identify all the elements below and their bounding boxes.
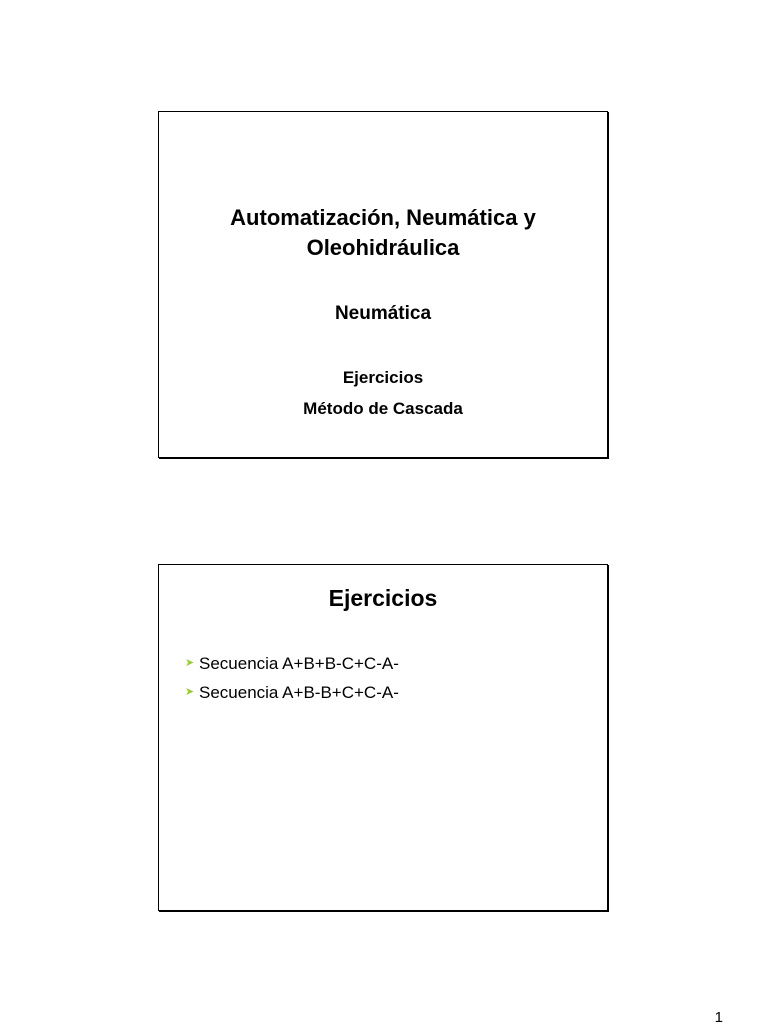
list-item-text: Secuencia A+B-B+C+C-A- xyxy=(199,683,399,702)
slide-1 xyxy=(158,111,608,458)
slide-2-bullet-list xyxy=(185,649,399,707)
arrow-bullet-icon: ➤ xyxy=(185,686,195,698)
slide-1-title-line-1: Automatización, Neumática y xyxy=(230,205,536,230)
list-item xyxy=(185,649,399,678)
slide-2-title: Ejercicios xyxy=(328,585,438,611)
slide-1-title xyxy=(159,203,607,263)
list-item-text: Secuencia A+B+B-C+C-A- xyxy=(199,654,399,673)
list-item xyxy=(185,678,399,707)
slide-1-details xyxy=(159,362,607,424)
slide-1-title-line-2: Oleohidráulica xyxy=(306,235,460,260)
slide-1-detail-line-1: Ejercicios xyxy=(342,368,424,387)
arrow-bullet-icon: ➤ xyxy=(185,657,195,669)
slide-2 xyxy=(158,564,608,911)
slide-1-detail-line-2: Método de Cascada xyxy=(303,399,463,418)
slide-1-subtitle: Neumática xyxy=(334,303,432,324)
page-number: 1 xyxy=(714,1009,723,1026)
